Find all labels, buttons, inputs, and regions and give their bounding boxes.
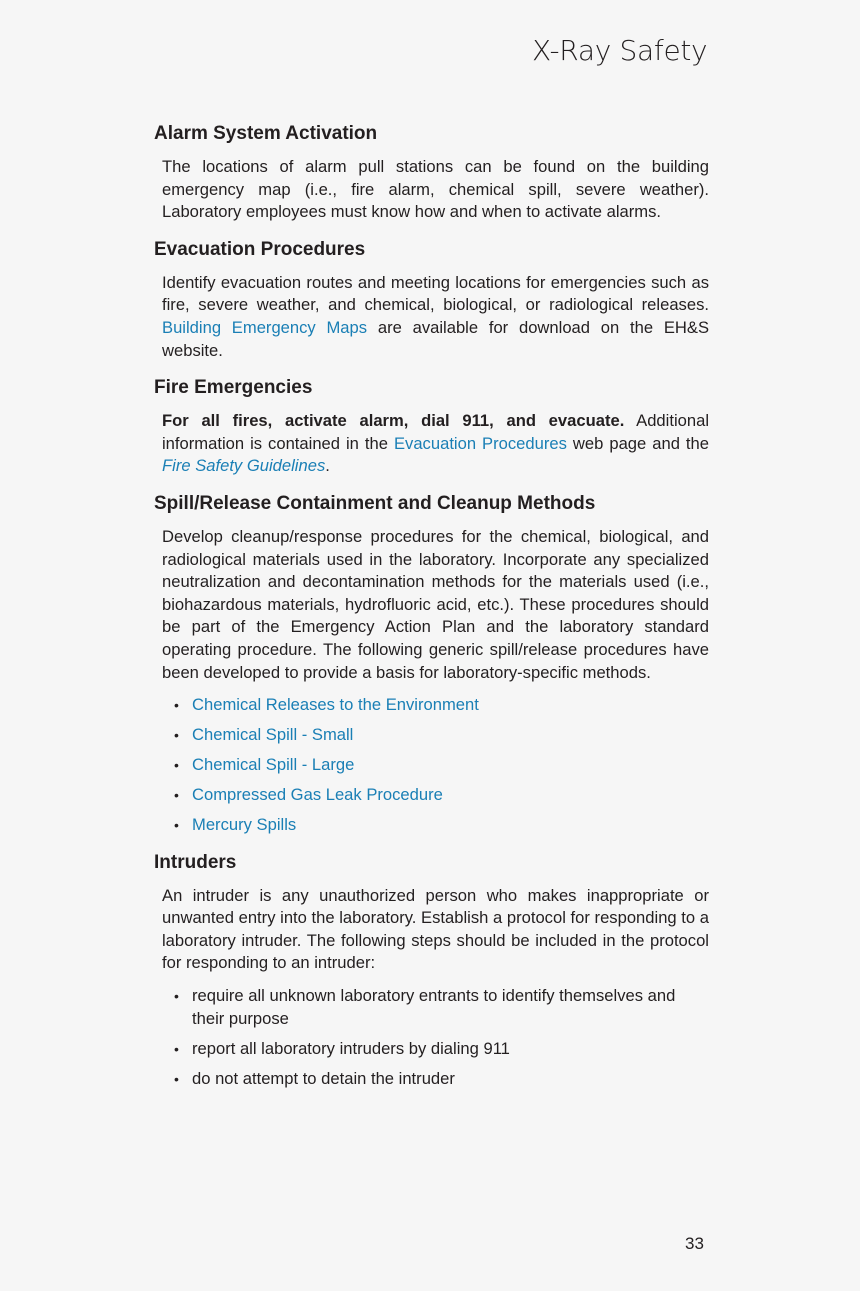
list-item bbox=[162, 814, 709, 837]
building-emergency-maps-link[interactable]: Building Emergency Maps bbox=[162, 317, 368, 337]
section-heading: Intruders bbox=[154, 851, 237, 873]
list-item bbox=[162, 784, 709, 807]
section-paragraph: An intruder is any unauthorized person who makes inappropriate or unwanted entry into the laboratory. Establish a protocol for responding to a laboratory intruder. The following steps should be included in the protocol for responding to an intruder: bbox=[162, 885, 709, 973]
mercury-spills-link[interactable]: Mercury Spills bbox=[192, 815, 297, 835]
paragraph-bold-text: For all fires, activate alarm, dial 911, and evacuate. bbox=[162, 411, 625, 431]
paragraph-text: web page and the bbox=[566, 433, 709, 453]
list-item: • do not attempt to detain the intruder bbox=[162, 1068, 709, 1091]
list-item bbox=[162, 694, 709, 717]
chemical-releases-link[interactable]: Chemical Releases to the Environment bbox=[192, 695, 479, 715]
paragraph-text: Identify evacuation routes and meeting locations for emergencies such as fire, severe weather, and chemical, biological, or radiological releases. bbox=[162, 272, 709, 315]
list-item bbox=[162, 754, 709, 777]
chemical-spill-large-link[interactable]: Chemical Spill - Large bbox=[192, 755, 355, 775]
evacuation-procedures-link[interactable]: Evacuation Procedures bbox=[393, 433, 567, 453]
section-paragraph bbox=[162, 410, 709, 478]
list-item: • report all laboratory intruders by dialing 911 bbox=[162, 1038, 709, 1061]
section-intruders bbox=[154, 851, 709, 1091]
section-spill-release bbox=[154, 492, 709, 837]
list-item bbox=[162, 724, 709, 747]
section-evacuation-procedures bbox=[154, 238, 709, 362]
section-alarm-system-activation bbox=[154, 122, 709, 224]
chemical-spill-small-link[interactable]: Chemical Spill - Small bbox=[192, 725, 354, 745]
section-paragraph: Develop cleanup/response procedures for the chemical, biological, and radiological materials used in the laboratory. Incorporate any specialized neutralization and decontamination methods for the materials used (i.e., biohazardous materials, hydrofluoric acid, etc.). These procedures should be part of the Emergency Action Plan and the laboratory standard operating procedure. The following generic spill/release procedures have been developed to provide a basis for laboratory-specific methods. bbox=[162, 526, 709, 682]
compressed-gas-leak-link[interactable]: Compressed Gas Leak Procedure bbox=[192, 785, 443, 805]
page-number: 33 bbox=[685, 1234, 704, 1253]
spill-procedure-link-list bbox=[162, 694, 709, 837]
section-fire-emergencies bbox=[154, 376, 709, 478]
paragraph-text: . bbox=[325, 456, 330, 476]
page-header-title: X-Ray Safety bbox=[532, 34, 708, 67]
section-heading: Alarm System Activation bbox=[154, 123, 378, 144]
section-heading: Evacuation Procedures bbox=[154, 238, 366, 260]
section-heading: Fire Emergencies bbox=[154, 377, 313, 399]
document-body bbox=[154, 122, 709, 1104]
list-item: • require all unknown laboratory entrants to identify themselves and their purpose bbox=[162, 985, 709, 1030]
section-paragraph bbox=[162, 272, 709, 362]
fire-safety-guidelines-link-text[interactable]: Fire Safety Guidelines bbox=[162, 456, 326, 476]
paragraph-text: Additional information is contained in the bbox=[162, 411, 710, 453]
fire-safety-guidelines-link[interactable] bbox=[162, 456, 325, 475]
section-heading: Spill/Release Containment and Cleanup Methods bbox=[154, 492, 596, 514]
intruder-steps-list bbox=[162, 985, 709, 1090]
paragraph-text: are available for download on the EH&S website. bbox=[162, 317, 710, 360]
section-paragraph: The locations of alarm pull stations can be found on the building emergency map (i.e., fire alarm, chemical spill, severe weather). Laboratory employees must know how and when to activate alarms. bbox=[162, 157, 709, 222]
